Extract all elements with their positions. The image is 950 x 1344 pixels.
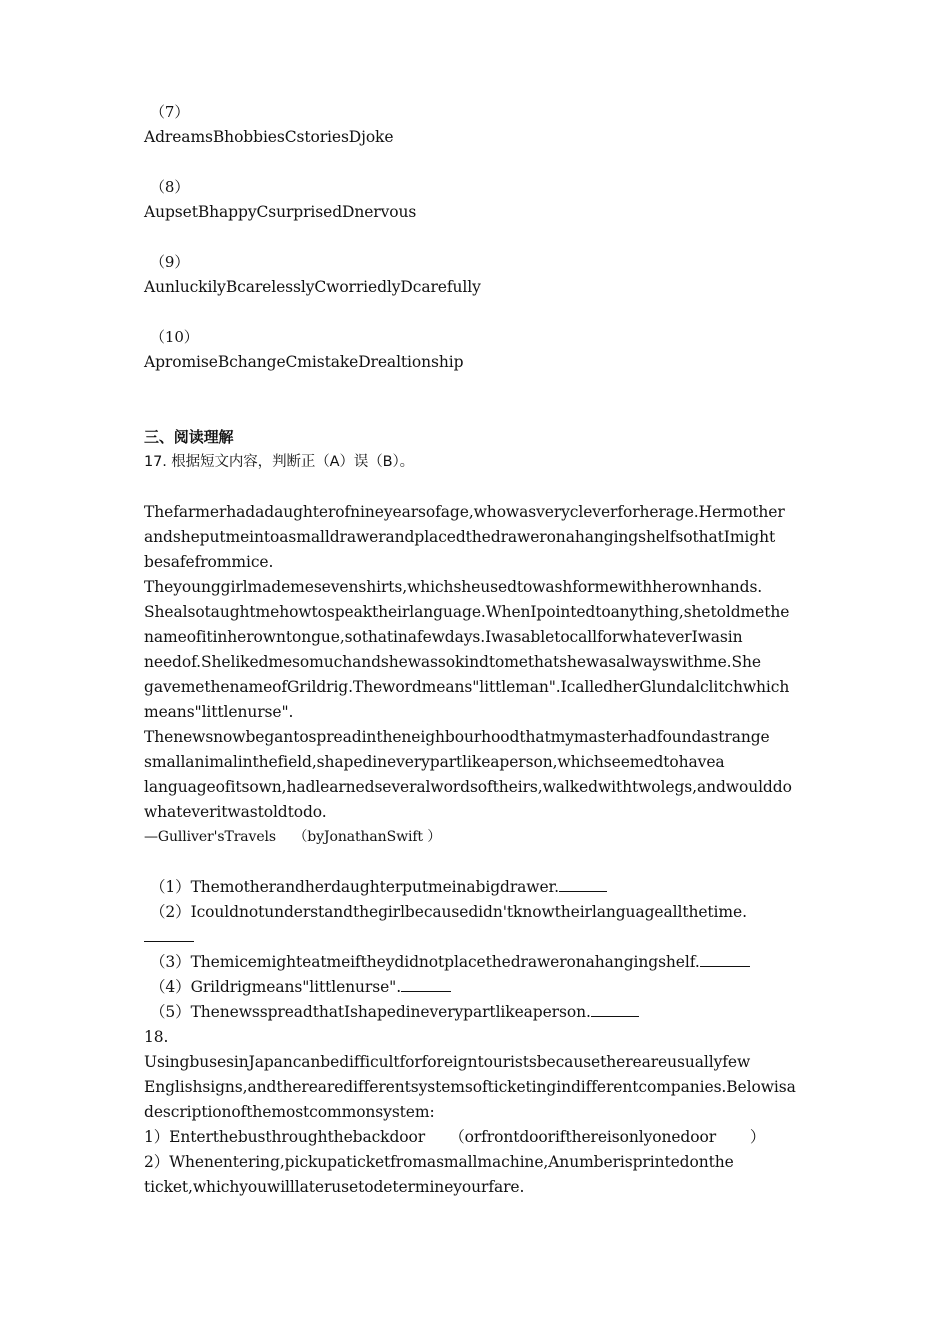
- question-number: （9）: [150, 253, 190, 271]
- tf-item-4: （4）Grildrigmeans"littlenurse".: [144, 975, 764, 1000]
- tf-item-5: （5）ThenewsspreadthatIshapedineverypartlikeaperson.: [144, 1000, 764, 1025]
- passage-source: [144, 825, 764, 850]
- question-number: （7）: [150, 103, 190, 121]
- tf-item-3: （3）Themicemighteatmeiftheydidnotplacethedraweronahangingshelf.: [144, 950, 764, 975]
- cloze-question-9: [144, 250, 764, 300]
- answer-options: AunluckilyBcarelesslyCworriedlyDcarefully: [144, 278, 481, 296]
- answer-blank[interactable]: [591, 1002, 639, 1017]
- passage-line: whateveritwastoldtodo.: [144, 803, 327, 821]
- passage-line: Thefarmerhadadaughterofnineyearsofage,whowasverycleverforherage.Hermother: [144, 503, 785, 521]
- question-number: （10）: [150, 328, 199, 346]
- passage-line: Englishsigns,andtherearedifferentsystemsofticketingindifferentcompanies.Belowisa: [144, 1078, 796, 1096]
- document-page: [144, 100, 796, 1200]
- answer-blank[interactable]: [559, 877, 607, 892]
- step-2: 2）Whenentering,pickupaticketfromasmallmachine,Anumberisprintedonthe: [144, 1153, 734, 1171]
- cloze-question-8: [144, 175, 764, 225]
- tf-item-2: （2）Icouldnotunderstandthegirlbecausedidn'tknowtheirlanguageallthetime.: [150, 903, 747, 921]
- passage-line: Theyounggirlmademesevenshirts,whichsheusedtowashformewithherownhands.: [144, 578, 763, 596]
- passage-line: Thenewsnowbegantospreadintheneighbourhoodthatmymasterhadfoundastrange: [144, 728, 770, 746]
- passage-line: UsingbusesinJapancanbedifficultforforeigntouristsbecausethereareusuallyfew: [144, 1053, 751, 1071]
- cloze-question-10: [144, 325, 764, 375]
- answer-options: ApromiseBchangeCmistakeDrealtionship: [144, 353, 464, 371]
- passage-line: needof.Shelikedmesomuchandshewassokindtomethatshewasalwayswithme.She: [144, 653, 761, 671]
- passage-line: besafefrommice.: [144, 553, 274, 571]
- passage-line: smallanimalinthefield,shapedineverypartlikeaperson,whichseemedtohavea: [144, 753, 725, 771]
- section-heading: 三、阅读理解: [144, 428, 234, 446]
- question-number: （8）: [150, 178, 190, 196]
- tf-item-1: （1）Themotherandherdaughterputmeinabigdrawer.: [144, 875, 764, 900]
- tf-item-2-blank-line: [144, 925, 764, 950]
- question-17-instruction: 17. 根据短文内容，判断正（A）误（B）。: [144, 454, 415, 470]
- answer-blank[interactable]: [401, 977, 451, 992]
- answer-blank[interactable]: [144, 927, 194, 942]
- step-1: 1）Enterthebusthroughthebackdoor （orfrontdoorifthereisonlyonedoor ）: [144, 1128, 766, 1146]
- passage-line: andsheputmeintoasmalldrawerandplacedthedraweronahangingshelfsothatImight: [144, 528, 776, 546]
- passage-line: means"littlenurse".: [144, 703, 294, 721]
- step-2-continued: ticket,whichyouwilllaterusetodetermineyourfare.: [144, 1178, 525, 1196]
- answer-options: AupsetBhappyCsurprisedDnervous: [144, 203, 417, 221]
- passage-line: descriptionofthemostcommonsystem:: [144, 1103, 435, 1121]
- passage-line: Shealsotaughtmehowtospeaktheirlanguage.WhenIpointedtoanything,shetoldmethe: [144, 603, 790, 621]
- passage-line: nameofitinherowntongue,sothatinafewdays.IwasabletocallforwhateverIwasin: [144, 628, 743, 646]
- reading-passage: [144, 500, 792, 850]
- question-number: 18.: [144, 1028, 169, 1046]
- source-author: （byJonathanSwift ）: [293, 829, 442, 845]
- true-false-items: [144, 875, 764, 1025]
- question-18: [144, 1025, 796, 1200]
- answer-options: AdreamsBhobbiesCstoriesDjoke: [144, 128, 394, 146]
- source-title: —Gulliver'sTravels: [144, 829, 276, 845]
- answer-blank[interactable]: [700, 952, 750, 967]
- passage-line: languageofitsown,hadlearnedseveralwordsoftheirs,walkedwithtwolegs,andwoulddo: [144, 778, 792, 796]
- passage-line: gavemethenameofGrildrig.Thewordmeans"littleman".IcalledherGlundalclitchwhich: [144, 678, 790, 696]
- cloze-question-7: [144, 100, 764, 150]
